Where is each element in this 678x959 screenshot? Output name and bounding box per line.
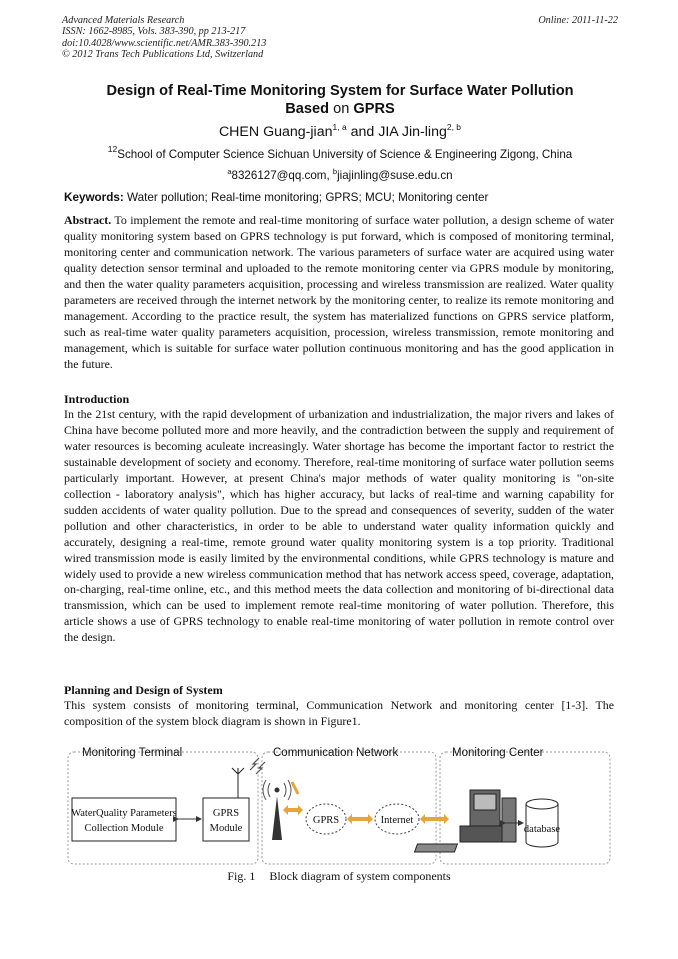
email-b: jiajinling@suse.edu.cn [337, 169, 453, 182]
planning-text: This system consists of monitoring terminal, Communication Network and monitoring center [1-3]. The composition of the system block diagram is shown in Figure1. [64, 698, 614, 728]
journal-name: Advanced Materials Research [62, 15, 185, 26]
doi-line: doi:10.4028/www.scientific.net/AMR.383-390.213 [62, 37, 267, 49]
copyright-line: © 2012 Trans Tech Publications Ltd, Switzerland [62, 48, 264, 60]
author-2-sup: 2, b [446, 122, 462, 132]
online-date: Online: 2011-11-22 [538, 15, 618, 26]
base-station-top-icon [275, 788, 280, 793]
keywords-text: Water pollution; Real-time monitoring; GPRS; MCU; Monitoring center [123, 191, 489, 204]
arrow-tower-up [292, 782, 298, 794]
email-b-sup: b [332, 167, 338, 176]
gprs-module-box [203, 798, 249, 841]
database-icon [523, 799, 561, 847]
center-section-label: Monitoring Center [452, 747, 544, 759]
author-and: and [346, 124, 379, 140]
water-quality-module-box [72, 798, 176, 841]
caption-text: Block diagram of system components [269, 869, 451, 883]
paper-title [62, 82, 618, 118]
caption-number: Fig. 1 [227, 869, 256, 883]
abstract-text: To implement the remote and real-time monitoring of surface water pollution, a design scheme of water quality monitoring system based on GPRS technology is put forward, which is composed of monitoring terminal, monitoring center and communication network. The various parameters of surface water are acquired using water quality detection sensor terminal and uploaded to the remote monitoring center via GPRS module by monitoring, and then the water quality parameters acquisition, processing and wireless transmission are realized. Water quality parameters are received through the internet network by the monitoring center, to realize its remote monitoring and management. According to the practice result, the system has materialized functions on GPRS service platform, such as real-time water quality parameters acquisition, procession, wireless transmission, remote monitoring and management, which is suitable for surface water pollution continuous monitoring and has the good application in the future. [64, 213, 614, 371]
author-line [62, 124, 618, 140]
title-based: Based [285, 101, 334, 117]
base-station-icon [272, 796, 282, 840]
center-section-box [440, 752, 610, 864]
keywords-label: Keywords: [64, 191, 124, 204]
gprs-module-label-1: GPRS [212, 808, 240, 819]
journal-header [62, 15, 618, 60]
introduction-heading: Introduction [64, 392, 130, 406]
figure-caption [0, 869, 678, 884]
network-section-label: Communication Network [273, 747, 399, 759]
author-1: CHEN Guang-jian [218, 124, 333, 140]
introduction-text: In the 21st century, with the rapid development of urbanization and industrialization, the major rivers and lakes of China have become polluted more and more heavily, and the contradiction between the supply and requirement of water resources is becoming aculeate increasingly. Water shortage has become the important factor to restrict the sustainable development of society and economy. Therefore, real-time monitoring of surface water pollution seems particularly important. However, at present China's major methods of water quality monitoring is "on-site collection - laboratory analysis", which has higher accuracy, but lacks of real-time and warning capability for sudden accidents of water quality pollution. Due to the spread and consequences of severity, sudden of the water pollution and other characteristics, in order to be able to understand water quality information quickly and accurately, designing a real-time, remote ground water quality monitoring system is a top priority. Traditional wired transmission mode is easily limited by the environmental conditions, while GPRS technology is mature and widely used to provide a new wireless communication method that has network access speed, coverage, adaptation, on-charging, real-time online, etc., and this method meets the data collection and monitoring of bi-directional data transmission, which can be used to implement remote real-time monitoring of water pollution. Therefore, this article shows a use of GPRS technology to enable real-time monitoring of water pollution in remote control over the design. [64, 407, 614, 645]
water-quality-label-1: WaterQuality Parameters [71, 808, 177, 819]
terminal-section-label: Monitoring Terminal [82, 747, 183, 759]
planning-heading: Planning and Design of System [64, 683, 223, 697]
title-line-1: Design of Real-Time Monitoring System for Surface Water Pollution [106, 83, 574, 99]
author-1-sup: 1, a [332, 122, 347, 132]
affiliation-sup: 12 [107, 144, 118, 154]
water-quality-label-2: Collection Module [84, 823, 164, 834]
email-line [62, 169, 618, 182]
keywords [64, 191, 616, 204]
abstract [64, 213, 614, 373]
email-a-sup: a [227, 167, 232, 176]
figure-block-diagram [0, 738, 678, 883]
gprs-cloud-label: GPRS [312, 815, 340, 826]
block-diagram-svg [0, 738, 678, 883]
abstract-label: Abstract. [64, 213, 112, 227]
title-gprs: GPRS [349, 101, 395, 117]
author-2: JIA Jin-ling [378, 124, 447, 140]
email-a: 8326127@qq.com, [231, 169, 333, 182]
title-line-2 [62, 100, 618, 118]
database-label: database [523, 824, 561, 835]
affiliation-text: School of Computer Science Sichuan University of Science & Engineering Zigong, China [117, 148, 573, 161]
issn-line: ISSN: 1662-8985, Vols. 383-390, pp 213-217 [62, 26, 246, 38]
title-on: on [333, 101, 350, 117]
gprs-module-label-2: Module [209, 823, 243, 834]
affiliation [62, 144, 618, 161]
internet-cloud-label: Internet [380, 815, 414, 826]
